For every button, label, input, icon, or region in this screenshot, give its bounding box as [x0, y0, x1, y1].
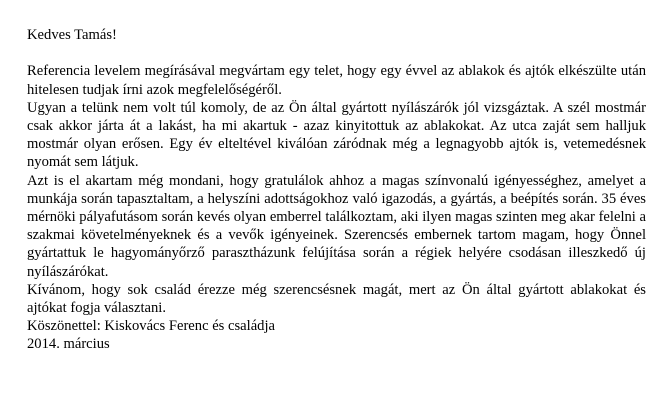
paragraph-congratulations: Azt is el akartam még mondani, hogy gratulálok ahhoz a magas színvonalú igényességhez, amelyet a munkája során tapasztaltam, a helyszíni adottságokhoz való igazodás, a gyártás, a beépítés során. 35 éves mérnöki pályafutásom során kevés olyan emberrel találkoztam, aki ilyen magas szinten meg akar felelni a szakmai követelményeknek és a vevők igényeinek. Szerencsés embernek tartom magam, hogy Önnel gyártattuk le hagyományőrző parasztházunk felújítása során a régiek helyére csodásan illeszkedő új nyílászárókat.	[27, 172, 646, 280]
letter	[27, 26, 646, 354]
blank-line	[27, 44, 646, 62]
paragraph-reference: Referencia levelem megírásával megvártam egy telet, hogy egy évvel az ablakok és ajtók elkészülte után hitelesen tudjak írni azok megfelelőségéről.	[27, 63, 646, 98]
paragraph-wish: Kívánom, hogy sok család érezze még szerencsésnek magát, mert az Ön által gyártott ablakokat és ajtókat fogja választani.	[27, 281, 646, 317]
greeting: Kedves Tamás!	[27, 27, 117, 43]
closing-signature: Köszönettel: Kiskovács Ferenc és családja	[27, 318, 276, 335]
paragraph-winter: Ugyan a telünk nem volt túl komoly, de az Ön által gyártott nyílászárók jól vizsgáztak. A szél mostmár csak akkor járta át a lakást, ha mi akartuk - azaz kinyitottuk az ablakokat. Az utca zaját sem halljuk mostmár olyan erősen. Egy év elteltével kiválóan záródnak még a legnagyobb ajtók is, vetemedésnek nyomát sem látjuk.	[27, 99, 646, 171]
letter-date: 2014. március	[27, 336, 110, 353]
